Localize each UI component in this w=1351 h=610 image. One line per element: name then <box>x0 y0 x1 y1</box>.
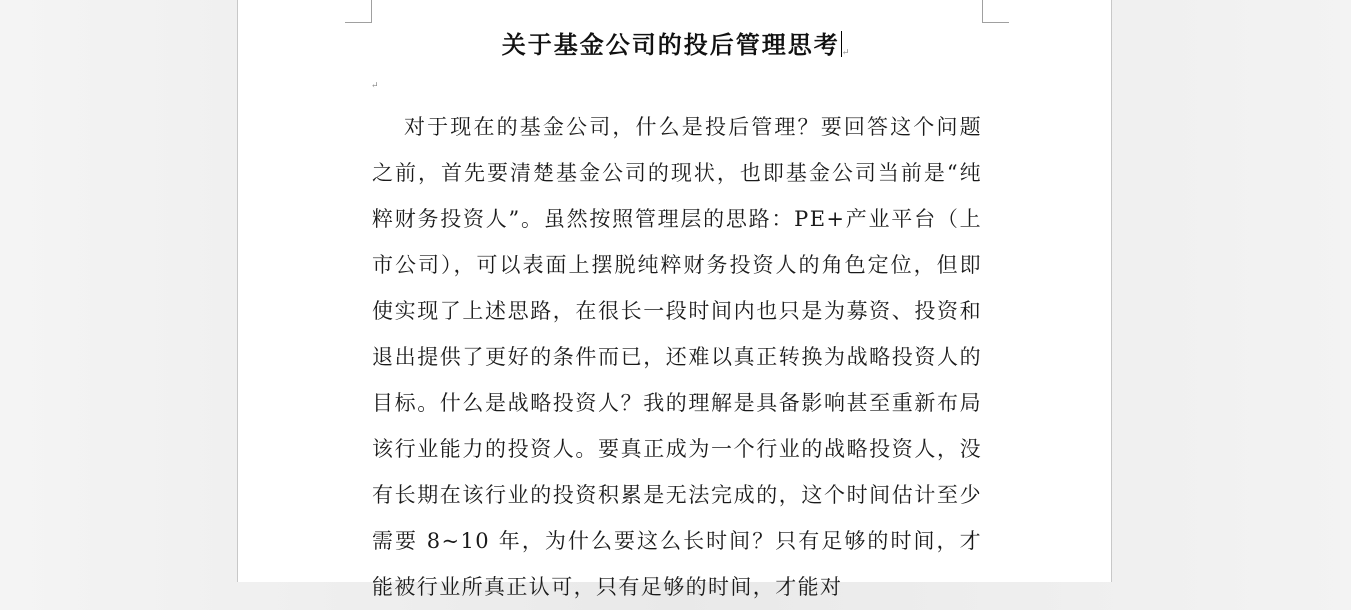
document-title[interactable] <box>238 27 1113 71</box>
paragraph-mark-icon: ↵ <box>841 48 850 58</box>
body-paragraph[interactable]: 对于现在的基金公司，什么是投后管理？要回答这个问题之前，首先要清楚基金公司的现状，也即基金公司当前是“纯粹财务投资人”。虽然按照管理层的思路：PE+产业平台（上市公司），可以表面上摆脱纯粹财务投资人的角色定位，但即使实现了上述思路，在很长一段时间内也只是为募资、投资和退出提供了更好的条件而已，还难以真正转换为战略投资人的目标。什么是战略投资人？我的理解是具备影响甚至重新布局该行业能力的投资人。要真正成为一个行业的战略投资人，没有长期在该行业的投资积累是无法完成的，这个时间估计至少需要 8~10 年，为什么要这么长时间？只有足够的时间，才能被行业所真正认可，只有足够的时间，才能对 <box>372 115 982 599</box>
document-title-text: 关于基金公司的投后管理思考 <box>501 30 840 59</box>
document-page[interactable] <box>237 0 1112 599</box>
margin-corner-top-left <box>345 0 372 23</box>
margin-corner-top-right <box>982 0 1009 23</box>
empty-paragraph-mark-icon: ↵ <box>371 81 379 91</box>
